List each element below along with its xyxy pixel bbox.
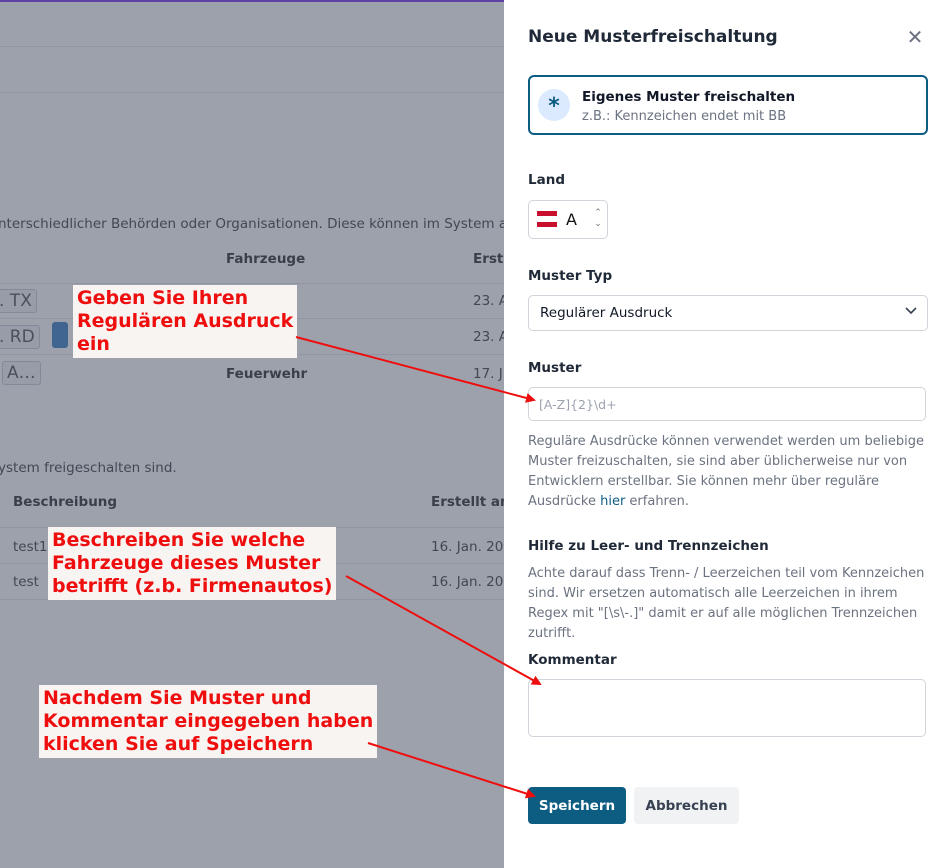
annotation-line: Geben Sie Ihren bbox=[77, 287, 249, 309]
regex-help-text-part: erfahren. bbox=[625, 494, 689, 509]
pattern-label: Muster bbox=[528, 360, 582, 376]
regex-help-text-part: Reguläre Ausdrücke können verwendet werden um beliebige Muster freizuschalten, sie sind aber üblicherweise nur von Entwicklern erstellbar. Sie können mehr über reguläre Ausdrücke bbox=[528, 434, 925, 509]
asterisk-icon: * bbox=[538, 89, 570, 121]
spacing-help-text: Achte darauf dass Trenn- / Leerzeichen teil vom Kennzeichen sind. Wir ersetzen automatisch alle Leerzeichen in ihrem Regex mit "[\s\-.]" damit er auf alle möglichen Trennzeichen zutrifft. bbox=[528, 566, 925, 641]
regex-help-link[interactable]: hier bbox=[600, 494, 626, 509]
pattern-type-value: Regulärer Ausdruck bbox=[540, 305, 673, 321]
country-value: A bbox=[566, 210, 577, 229]
annotation-line: Beschreiben Sie welche bbox=[52, 529, 306, 551]
annotation-line: ein bbox=[77, 333, 110, 355]
spacing-help-title: Hilfe zu Leer- und Trennzeichen bbox=[528, 538, 769, 554]
arrow-to-comment-field bbox=[346, 576, 540, 684]
annotation-line: klicken Sie auf Speichern bbox=[43, 733, 314, 755]
option-title: Eigenes Muster freischalten bbox=[582, 89, 796, 105]
comment-label: Kommentar bbox=[528, 652, 617, 668]
country-label: Land bbox=[528, 172, 565, 188]
annotation-line: betrifft (z.b. Firmenautos) bbox=[52, 575, 333, 597]
annotation-line: Nachdem Sie Muster und bbox=[43, 687, 312, 709]
annotation-line: Regulären Ausdruck bbox=[77, 310, 294, 332]
cancel-button[interactable]: Abbrechen bbox=[634, 787, 739, 824]
annotation-line: Fahrzeuge dieses Muster bbox=[52, 552, 321, 574]
option-subtitle: z.B.: Kennzeichen endet mit BB bbox=[582, 109, 787, 124]
panel-title: Neue Musterfreischaltung bbox=[528, 27, 778, 47]
close-icon[interactable]: ✕ bbox=[906, 25, 924, 49]
save-button[interactable]: Speichern bbox=[528, 787, 626, 824]
annotation-line: Kommentar eingegeben haben bbox=[43, 710, 374, 732]
arrow-to-save-button bbox=[368, 743, 534, 796]
pattern-type-label: Muster Typ bbox=[528, 268, 613, 284]
arrow-to-pattern-input bbox=[296, 337, 534, 400]
stepper-icon: ⌃ ⌄ bbox=[594, 208, 602, 229]
